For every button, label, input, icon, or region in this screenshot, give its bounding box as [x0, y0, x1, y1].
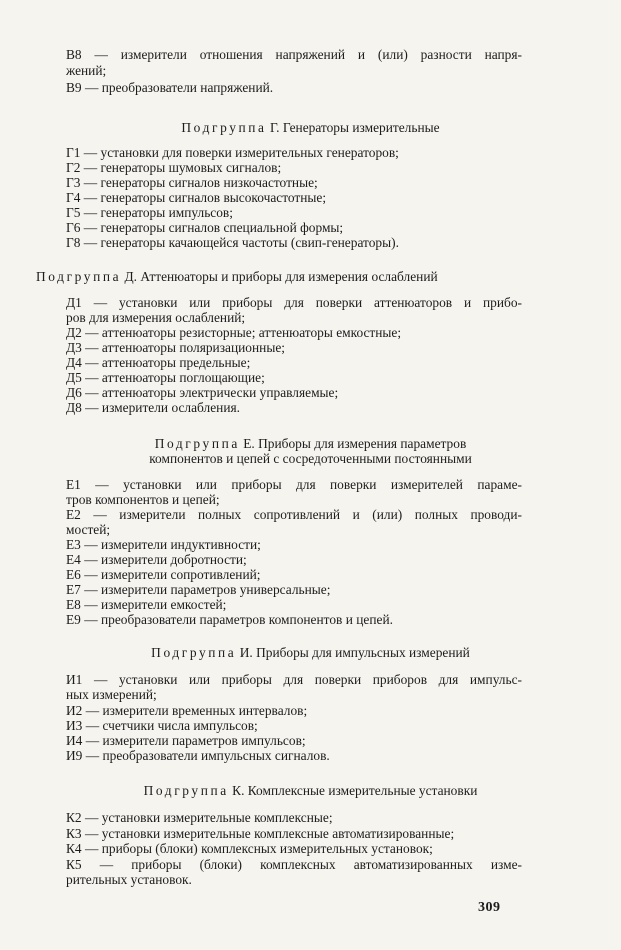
list-item: И2 — измерители временных интервалов; [66, 703, 308, 718]
list-item: Е3 — измерители индуктивности; [66, 537, 261, 552]
list-item: Г2 — генераторы шумовых сигналов; [66, 160, 282, 175]
list-item: Е4 — измерители добротности; [66, 552, 247, 567]
list-item: Д6 — аттенюаторы электрически управляемые; [66, 385, 339, 400]
list-item: К3 — установки измерительные комплексные автоматизированные; [66, 826, 455, 841]
list-item: Д2 — аттенюаторы резисторные; аттенюаторы емкостные; [66, 325, 402, 340]
list-item: Е1 — установки или приборы для поверки измерителей параме- [66, 477, 522, 492]
list-item: Д8 — измерители ослабления. [66, 400, 240, 415]
list-item: Д3 — аттенюаторы поляризационные; [66, 340, 285, 355]
list-item: Г1 — установки для поверки измерительных генераторов; [66, 145, 399, 160]
subgroup-d-heading: Подгруппа Д. Аттенюаторы и приборы для измерения ослаблений [36, 269, 438, 284]
list-item: К5 — приборы (блоки) комплексных автоматизированных изме- [66, 857, 522, 872]
list-item: Е2 — измерители полных сопротивлений и (или) полных проводи- [66, 507, 522, 522]
list-item: И3 — счетчики числа импульсов; [66, 718, 258, 733]
list-item: Г5 — генераторы импульсов; [66, 205, 233, 220]
list-item: Д5 — аттенюаторы поглощающие; [66, 370, 265, 385]
list-item: рительных установок. [66, 872, 192, 887]
subgroup-k-heading: Подгруппа К. Комплексные измерительные установки [143, 783, 478, 798]
list-item: Г8 — генераторы качающейся частоты (свип-генераторы). [66, 235, 399, 250]
list-item: Е7 — измерители параметров универсальные; [66, 582, 331, 597]
list-item: Е6 — измерители сопротивлений; [66, 567, 261, 582]
list-item: Д1 — установки или приборы для поверки аттенюаторов и прибо- [66, 295, 522, 310]
list-item: К2 — установки измерительные комплексные; [66, 810, 333, 825]
subgroup-i-heading: Подгруппа И. Приборы для импульсных измерений [151, 645, 470, 660]
list-item: И4 — измерители параметров импульсов; [66, 733, 306, 748]
subgroup-e-heading-line2: компонентов и цепей с сосредоточенными постоянными [149, 451, 472, 466]
list-item: мостей; [66, 522, 111, 537]
subgroup-e-heading: Подгруппа Е. Приборы для измерения параметров [154, 436, 467, 451]
list-item: К4 — приборы (блоки) комплексных измерительных установок; [66, 841, 433, 856]
list-item: Г6 — генераторы сигналов специальной формы; [66, 220, 344, 235]
list-item: ров для измерения ослаблений; [66, 310, 246, 325]
list-item: тров компонентов и цепей; [66, 492, 220, 507]
list-item: ных измерений; [66, 687, 157, 702]
list-item-v8: В8 — измерители отношения напряжений и (или) разности напря- [66, 47, 522, 62]
list-item: Е8 — измерители емкостей; [66, 597, 227, 612]
list-item: И9 — преобразователи импульсных сигналов. [66, 748, 330, 763]
list-item-v9: В9 — преобразователи напряжений. [66, 80, 274, 95]
list-item: Д4 — аттенюаторы предельные; [66, 355, 251, 370]
page-number: 309 [478, 900, 501, 915]
list-item: Г4 — генераторы сигналов высокочастотные; [66, 190, 327, 205]
subgroup-g-heading: Подгруппа Г. Генераторы измерительные [181, 120, 440, 135]
list-item-v8-cont: жений; [66, 63, 107, 78]
list-item: И1 — установки или приборы для поверки приборов для импульс- [66, 672, 522, 687]
list-item: Е9 — преобразователи параметров компонентов и цепей. [66, 612, 393, 627]
list-item: Г3 — генераторы сигналов низкочастотные; [66, 175, 318, 190]
